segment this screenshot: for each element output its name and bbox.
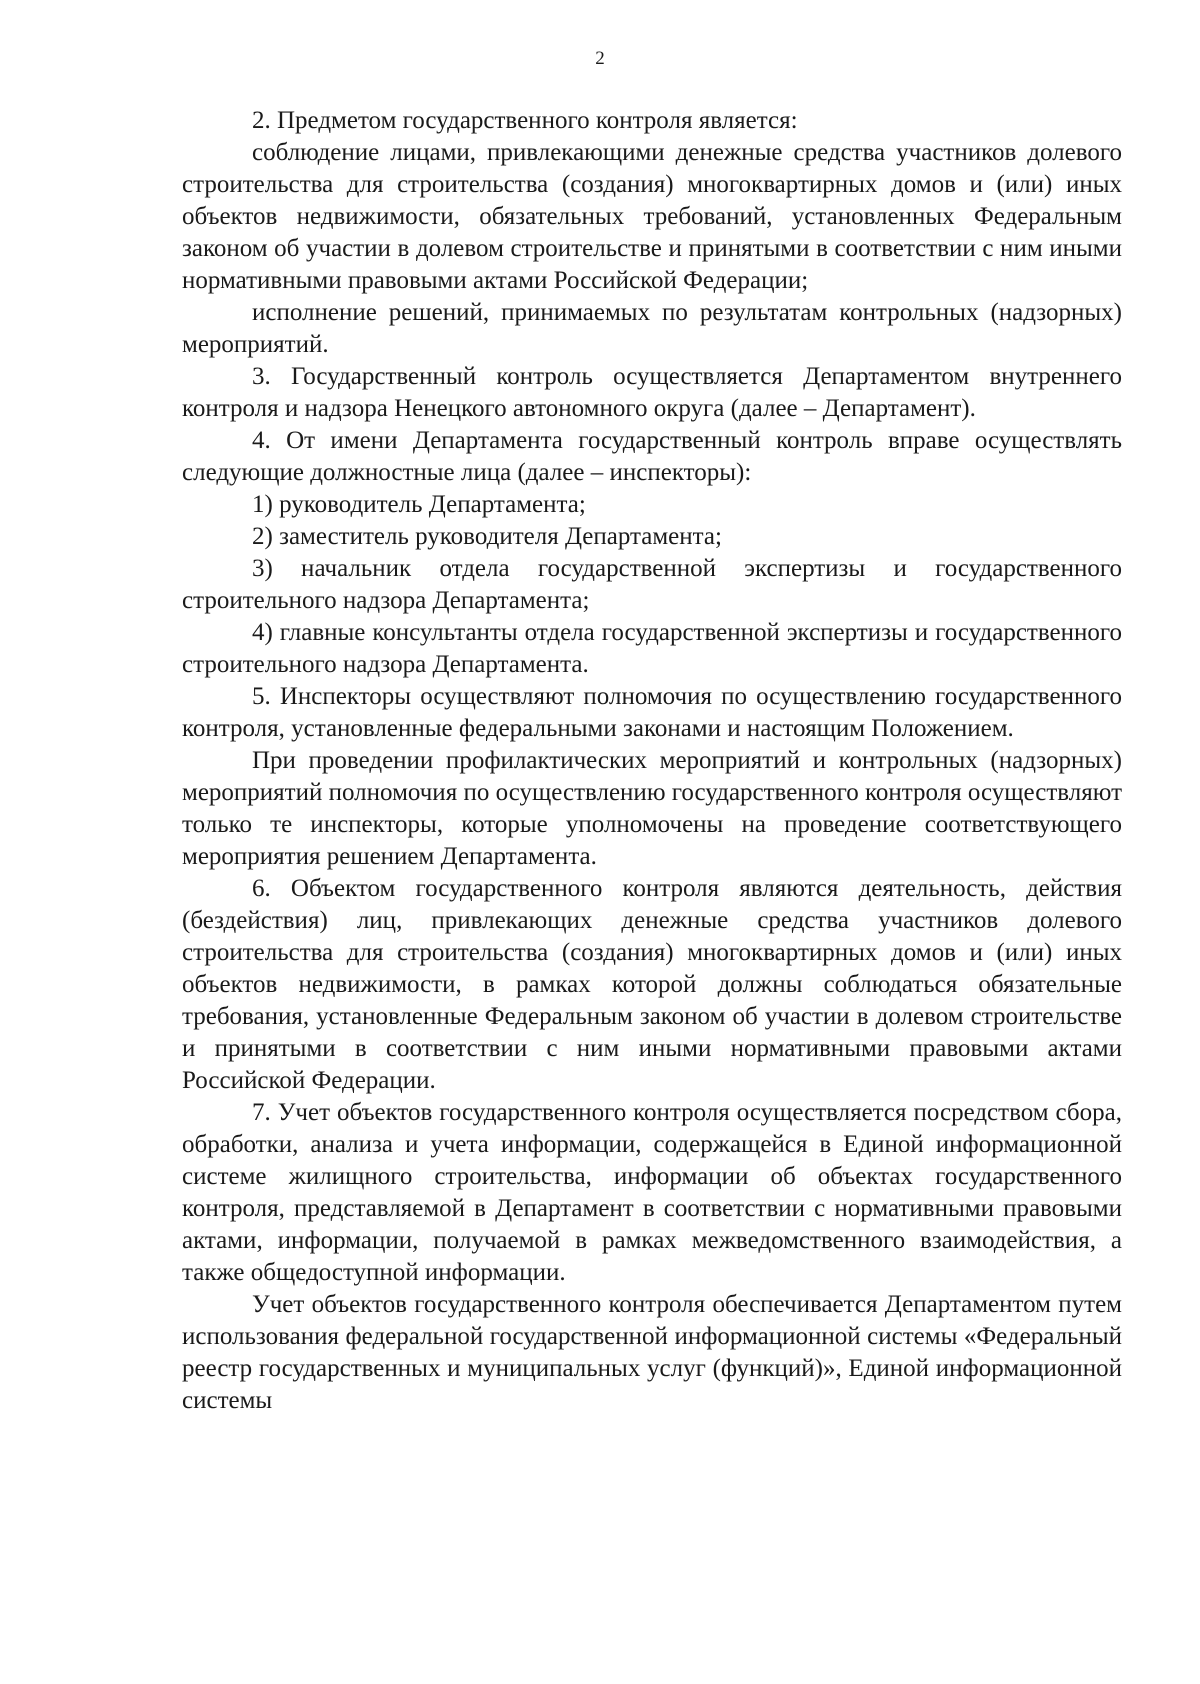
paragraph-subject-compliance: соблюдение лицами, привлекающими денежные средства участников долевого строительства для строительства (создания) многоквартирных домов и (или) иных объектов недвижимости, обязательных требований, установленных Федеральным законом об участии в долевом строительстве и принятыми в соответствии с ним иными нормативными правовыми актами Российской Федерации; <box>182 139 1122 294</box>
paragraph-5-inspectors: 5. Инспекторы осуществляют полномочия по осуществлению государственного контроля, установленные федеральными законами и настоящим Положением. <box>182 683 1122 742</box>
paragraph-preventive-measures: При проведении профилактических мероприятий и контрольных (надзорных) мероприятий полномочия по осуществлению государственного контроля осуществляют только те инспекторы, которые уполномочены на проведение соответствующего мероприятия решением Департамента. <box>182 747 1122 870</box>
list-item-consultants: 4) главные консультанты отдела государственной экспертизы и государственного строительного надзора Департамента. <box>182 619 1122 678</box>
list-item-chief: 3) начальник отдела государственной экспертизы и государственного строительного надзора Департамента; <box>182 555 1122 614</box>
paragraph-accounting-systems: Учет объектов государственного контроля обеспечивается Департаментом путем использования федеральной государственной информационной системы «Федеральный реестр государственных и муниципальных услуг (функций)», Единой информационной системы <box>182 1291 1122 1414</box>
paragraph-3-department: 3. Государственный контроль осуществляется Департаментом внутреннего контроля и надзора Ненецкого автономного округа (далее – Департамент). <box>182 363 1122 422</box>
paragraph-4-officials: 4. От имени Департамента государственный контроль вправе осуществлять следующие должностные лица (далее – инспекторы): <box>182 427 1122 486</box>
paragraph-6-object: 6. Объектом государственного контроля являются деятельность, действия (бездействия) лиц, привлекающих денежные средства участников долевого строительства для строительства (создания) многоквартирных домов и (или) иных объектов недвижимости, в рамках которой должны соблюдаться обязательные требования, установленные Федеральным законом об участии в долевом строительстве и принятыми в соответствии с ним иными нормативными правовыми актами Российской Федерации. <box>182 875 1122 1094</box>
paragraph-7-accounting: 7. Учет объектов государственного контроля осуществляется посредством сбора, обработки, анализа и учета информации, содержащейся в Единой информационной системе жилищного строительства, информации об объектах государственного контроля, представляемой в Департамент в соответствии с нормативными правовыми актами, информации, получаемой в рамках межведомственного взаимодействия, а также общедоступной информации. <box>182 1099 1122 1286</box>
paragraph-subject-decisions: исполнение решений, принимаемых по результатам контрольных (надзорных) мероприятий. <box>182 299 1122 358</box>
page-number: 2 <box>595 48 605 69</box>
list-item-head: 1) руководитель Департамента; <box>252 491 586 518</box>
document-body <box>182 105 1122 1417</box>
list-item-deputy: 2) заместитель руководителя Департамента; <box>252 523 722 550</box>
paragraph-1-subject-heading: 2. Предметом государственного контроля является: <box>252 107 798 134</box>
